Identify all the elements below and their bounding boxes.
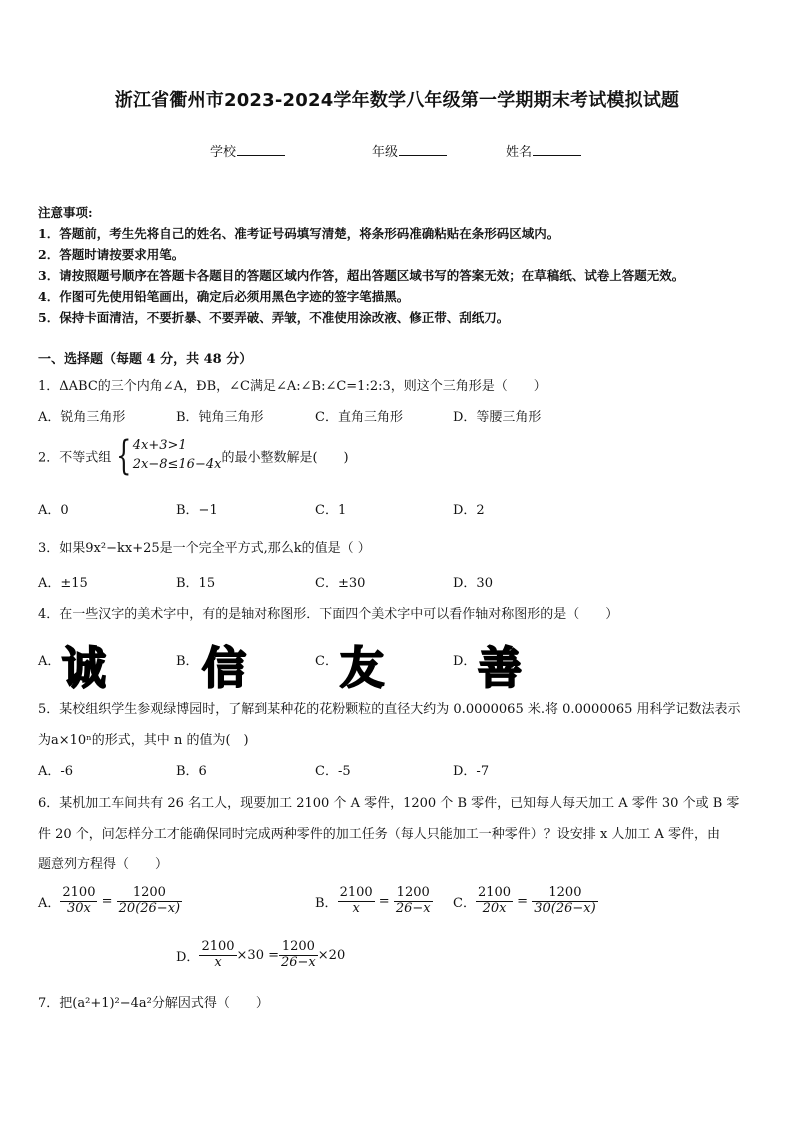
numerator: 1200: [394, 886, 433, 902]
option-label: A．: [38, 895, 61, 911]
numerator: 2100: [201, 939, 235, 954]
name-label: 姓名: [506, 145, 533, 160]
page-title: 浙江省衢州市2023-2024学年数学八年级第一学期期末考试模拟试题: [114, 90, 680, 111]
option-b: B．15: [176, 576, 216, 591]
option-a: A．±15: [38, 576, 88, 591]
fraction: [199, 940, 236, 971]
name-blank: [533, 144, 581, 156]
fraction: [394, 886, 433, 917]
option-c-label: C．: [315, 654, 338, 669]
question-number: 7．: [38, 996, 60, 1011]
option-b: B． $\frac{2100}{x}$ = $\frac{1200}{26-x}$: [315, 885, 431, 916]
numerator: 1200: [532, 886, 597, 902]
option-label: B．: [315, 895, 338, 911]
inequality-system: [133, 437, 222, 475]
denominator: 26−x: [395, 900, 431, 916]
question-number: 2．: [38, 450, 60, 466]
school-field: [210, 141, 285, 160]
option-a: A．锐角三角形: [38, 410, 126, 425]
art-char-you: 友: [340, 643, 384, 694]
question-stem: ΔABC的三个内角∠A，ÐB，∠C满足∠A:∠B:∠C=1:2:3，则这个三角形是（ ）: [59, 379, 547, 394]
denominator: x: [214, 954, 222, 970]
denominator: 20(26−x): [118, 900, 181, 916]
multiplier: ×20: [317, 947, 346, 963]
option-d: [176, 940, 345, 971]
option-d: D．-7: [453, 764, 490, 779]
denominator: 26−x: [281, 954, 316, 970]
question-number: 6．: [38, 796, 60, 811]
grade-label: 年级: [372, 145, 399, 160]
grade-field: [372, 141, 447, 160]
numerator: 2100: [339, 885, 373, 900]
question-number: 5．: [38, 702, 60, 717]
question-number: 4．: [38, 607, 60, 622]
question-6-line-1: [38, 792, 739, 811]
multiplier: ×30 =: [236, 947, 279, 963]
option-label: D．: [176, 949, 200, 965]
question-number: 1．: [38, 379, 60, 394]
denominator: 30x: [67, 900, 91, 916]
inequality-line-2: 2x−8≤16−4x: [132, 457, 222, 472]
option-d-label: D．: [453, 654, 477, 669]
option-c: C．-5: [315, 764, 351, 779]
option-d: D．2: [453, 503, 485, 518]
fraction: [532, 886, 597, 917]
question-stem-1: 某机加工车间共有 26 名工人，现要加工 2100 个 A 零件，1200 个 B 零件，已知每人每天加工 A 零件 30 个或 B 零: [59, 796, 740, 811]
question-5-line-1: [38, 698, 741, 717]
denominator: x: [352, 900, 360, 916]
question-number: 3．: [38, 541, 60, 556]
fraction: [60, 886, 97, 917]
numerator: 2100: [477, 885, 512, 900]
brace-symbol: {: [116, 433, 132, 479]
art-char-cheng: 诚: [62, 643, 106, 694]
option-a: A．0: [38, 503, 69, 518]
question-stem: 如果9x²−kx+25是一个完全平方式,那么k的值是（ ）: [59, 541, 371, 556]
question-4: [38, 603, 618, 622]
note-item: 3．请按照题号顺序在答题卡各题目的答题区域内作答，超出答题区域书写的答案无效；在草稿纸、试卷上答题无效。: [38, 268, 685, 283]
note-item: 5．保持卡面清洁，不要折暴、不要弄破、弄皱，不准使用涂改液、修正带、刮纸刀。: [38, 310, 510, 325]
art-char-xin: 信: [202, 643, 246, 694]
fraction: [338, 886, 375, 917]
question-7: [38, 992, 269, 1011]
school-blank: [237, 144, 285, 156]
fraction: [476, 886, 513, 917]
fraction: [117, 886, 182, 917]
option-d: D．30: [453, 576, 493, 591]
option-a-label: A．: [38, 654, 61, 669]
section-heading: 一、选择题（每题 4 分，共 48 分）: [38, 352, 253, 367]
option-label: C．: [453, 895, 476, 911]
question-post: 的最小整数解是( ): [221, 450, 349, 466]
name-field: [506, 141, 581, 160]
option-a: A． $\frac{2100}{30x}$ = $\frac{1200}{20(26-x)}$: [38, 885, 181, 916]
notes-heading: 注意事项:: [38, 205, 93, 220]
option-c: C．±30: [315, 576, 366, 591]
option-a: A．-6: [38, 764, 74, 779]
option-c: C．1: [315, 503, 347, 518]
numerator: 1200: [279, 940, 318, 956]
question-6-line-2: 件 20 个，问怎样分工才能确保同时完成两种零件的加工任务（每人只能加工一种零件）？设安排 x 人加工 A 零件，由: [38, 827, 721, 842]
inequality-line-1: 4x+3>1: [132, 438, 187, 454]
grade-blank: [399, 144, 447, 156]
denominator: 30(26−x): [534, 900, 596, 916]
question-6-line-3: 题意列方程得（ ）: [38, 857, 169, 872]
option-b: B．−1: [176, 503, 218, 518]
question-stem: 在一些汉字的美术字中，有的是轴对称图形．下面四个美术字中可以看作轴对称图形的是（ ）: [59, 607, 619, 622]
option-c: C． $\frac{2100}{20x}$ = $\frac{1200}{30(26-x)}$: [453, 885, 596, 916]
question-1: [38, 375, 547, 394]
art-char-shan: 善: [478, 643, 522, 694]
question-5-line-2: 为a×10ⁿ的形式，其中 n 的值为( ): [38, 733, 249, 748]
question-pre: 不等式组: [59, 450, 112, 466]
numerator: 2100: [62, 885, 96, 900]
question-3: [38, 537, 371, 556]
question-2: [38, 433, 349, 479]
option-d: D．等腰三角形: [453, 410, 542, 425]
note-item: 2．答题时请按要求用笔。: [38, 247, 185, 262]
option-c: C．直角三角形: [315, 410, 403, 425]
option-b: B．6: [176, 764, 207, 779]
school-label: 学校: [210, 145, 237, 160]
option-b-label: B．: [176, 654, 199, 669]
denominator: 20x: [482, 900, 507, 916]
fraction: [279, 940, 318, 971]
note-item: 4．作图可先使用铅笔画出，确定后必须用黑色字迹的签字笔描黑。: [38, 289, 410, 304]
note-item: 1．答题前，考生先将自己的姓名、准考证号码填写清楚，将条形码准确粘贴在条形码区域内。: [38, 226, 560, 241]
option-b: B．钝角三角形: [176, 410, 264, 425]
question-stem-1: 某校组织学生参观绿博园时，了解到某种花的花粉颗粒的直径大约为 0.0000065 米.将 0.0000065 用科学记数法表示: [59, 702, 741, 717]
numerator: 1200: [117, 886, 182, 902]
question-stem: 把(a²+1)²−4a²分解因式得（ ）: [59, 996, 269, 1011]
